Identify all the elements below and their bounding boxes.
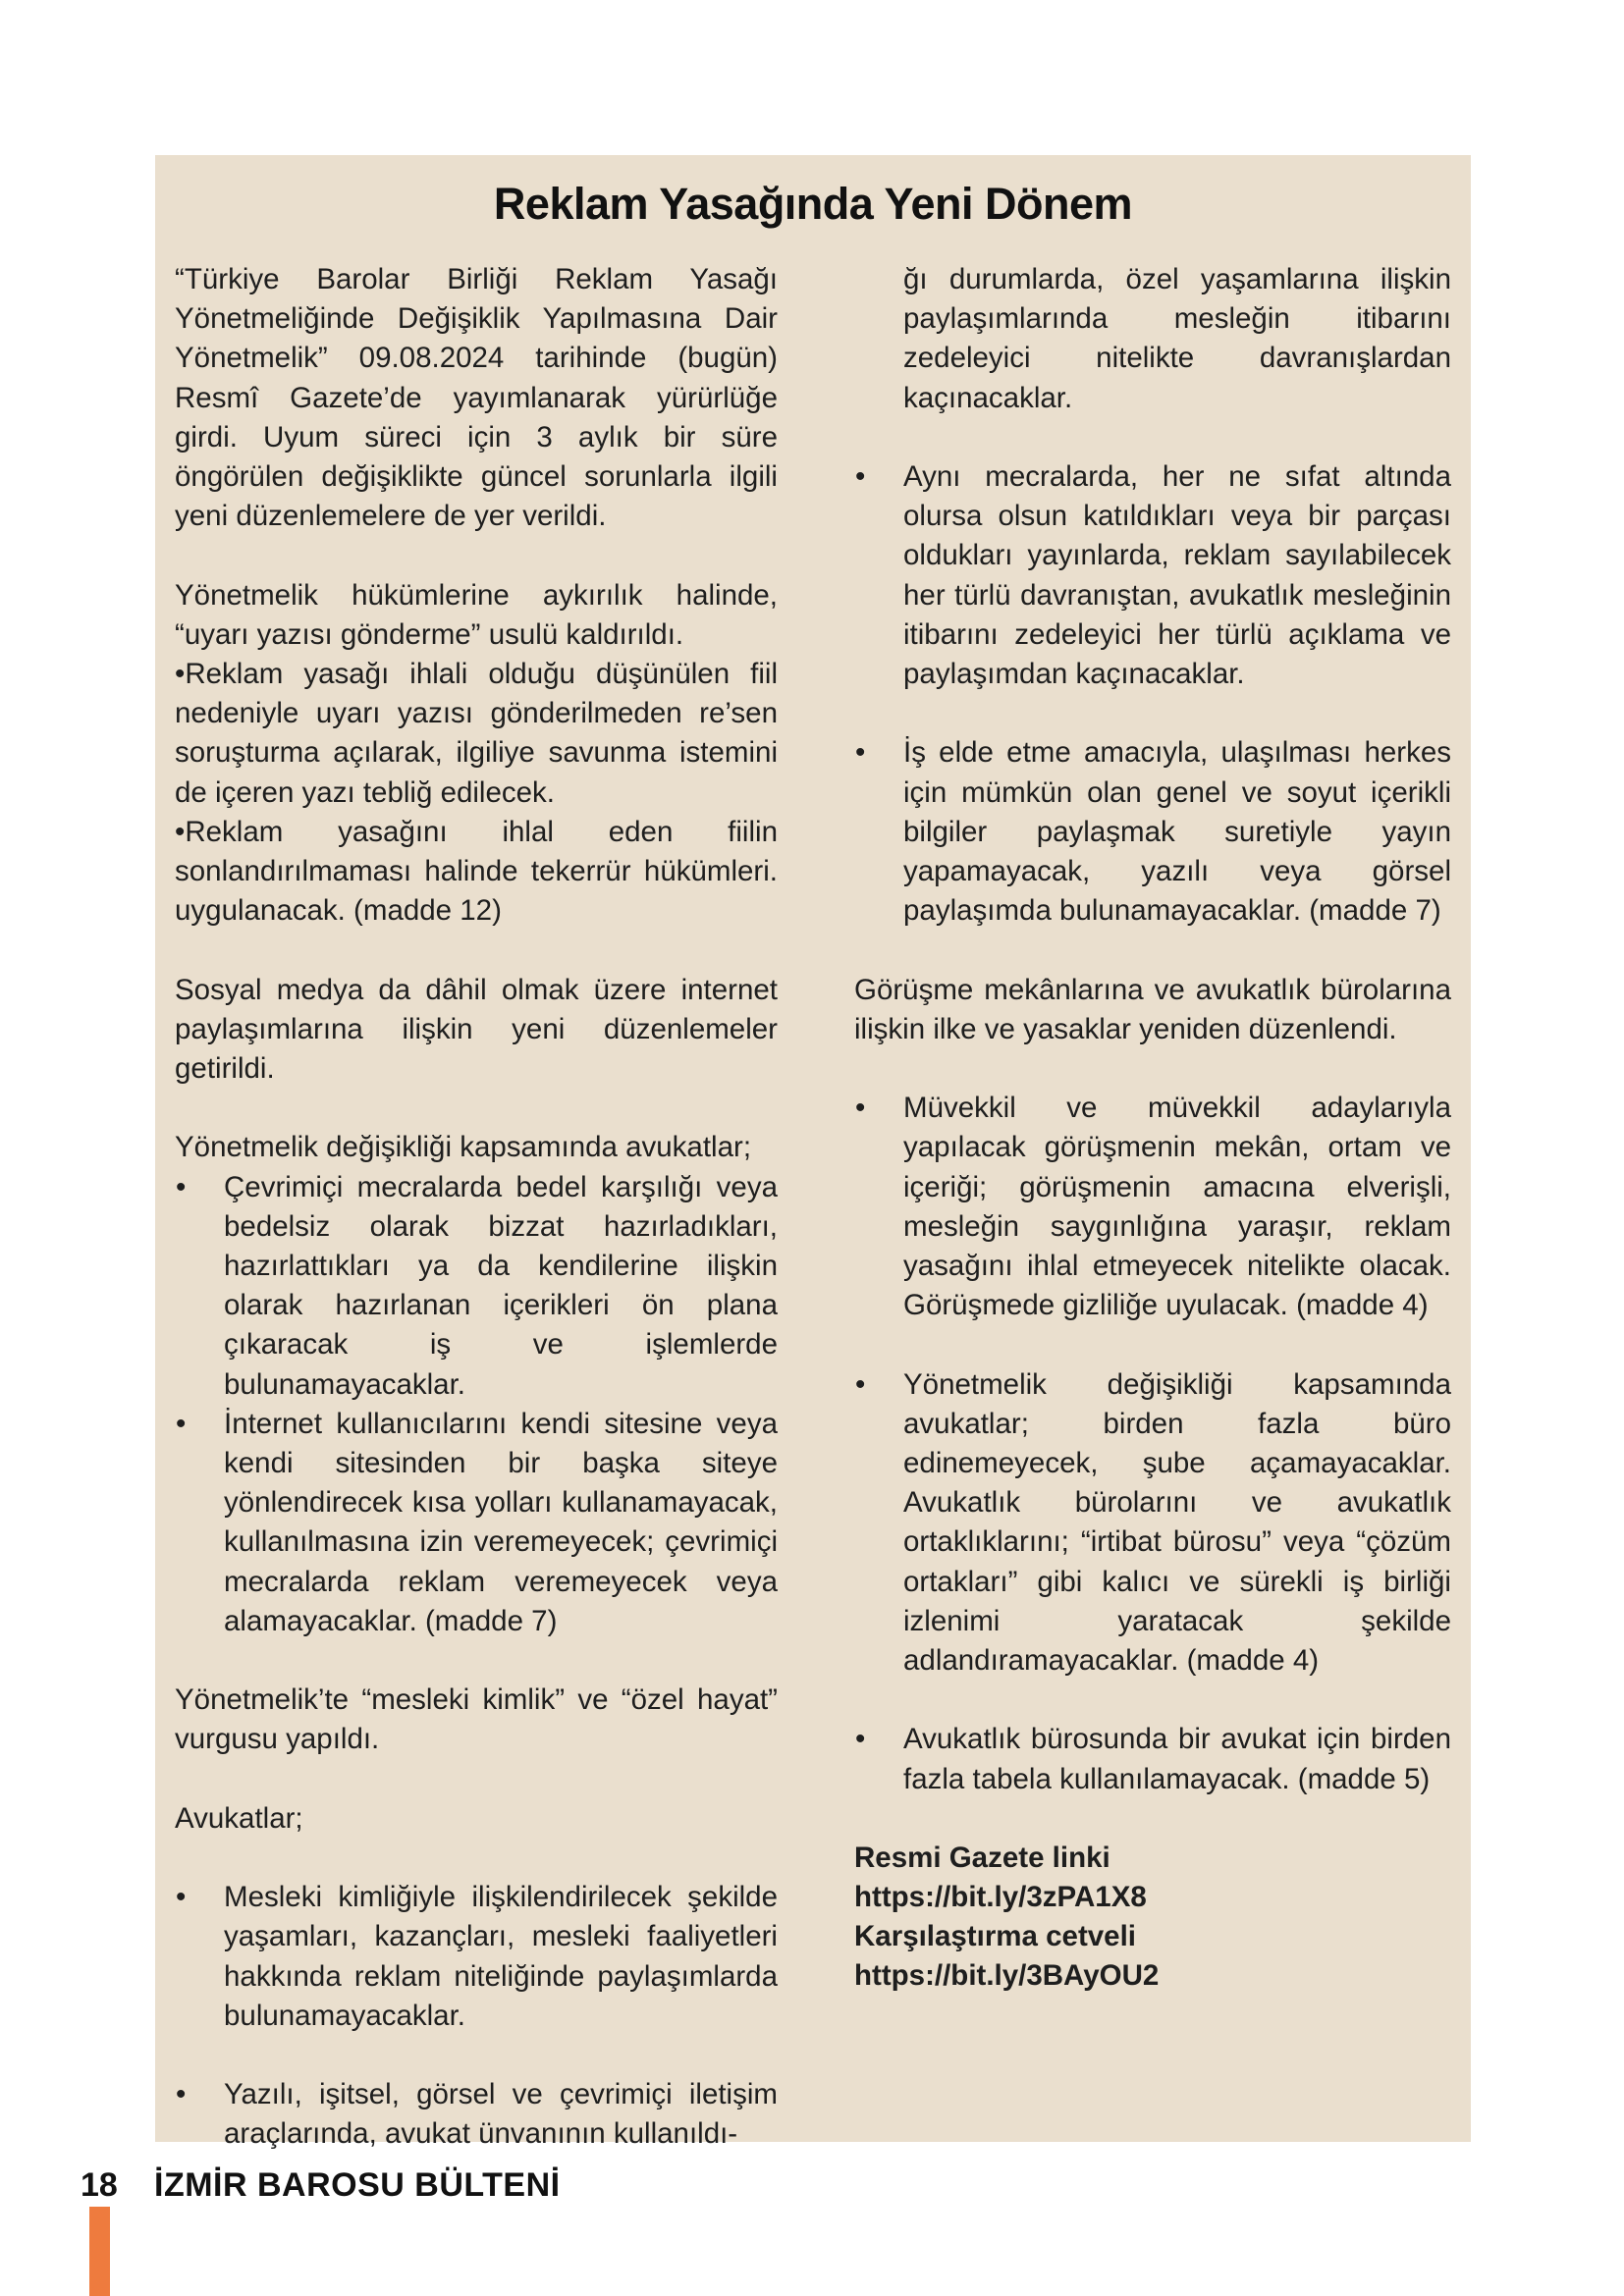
investigation-paragraph: •Reklam yasağı ihlali olduğu düşünülen fiil nedeniyle uyarı yazısı gönderilmeden re’sen soruşturma açılarak, ilgiliye savunma istemini de içeren yazı tebliğ edilecek. bbox=[175, 658, 778, 809]
bullet-icon: • bbox=[176, 1170, 187, 1203]
list-item bbox=[854, 1089, 1451, 1325]
comparison-table-link-label: Karşılaştırma cetveli bbox=[854, 1920, 1136, 1953]
list-item bbox=[854, 260, 1451, 418]
bullet-icon: • bbox=[855, 1367, 866, 1401]
list-item-text: Aynı mecralarda, her ne sıfat altında olursa olsun katıldıkları veya bir parçası oldukları yayınlarda, reklam sayılabilecek her türlü davranıştan, avukatlık mesleğinin itibarını zedeleyici her türlü açıklama ve paylaşımdan kaçınacaklar. bbox=[903, 460, 1451, 691]
warning-letter-paragraph: Yönetmelik hükümlerine aykırılık halinde, “uyarı yazısı gönderme” usulü kaldırıldı. bbox=[175, 578, 778, 651]
publication-title: İZMİR BAROSU BÜLTENİ bbox=[154, 2166, 561, 2204]
identity-paragraph: Yönetmelik’te “mesleki kimlik” ve “özel hayat” vurgusu yapıldı. bbox=[175, 1683, 778, 1756]
intro-paragraph: “Türkiye Barolar Birliği Reklam Yasağı Yönetmeliğinde Değişiklik Yapılmasına Dair Yönetmelik” 09.08.2024 tarihinde (bugün) Resmî Gazete’de yayımlanarak yürürlüğe girdi. Uyum süreci için 3 aylık bir süre öngörülen değişiklikte güncel sorunlarla ilgili yeni düzenlemelere de yer verildi. bbox=[175, 263, 778, 533]
lawyers-paragraph: Avukatlar; bbox=[175, 1801, 303, 1835]
office-paragraph: Görüşme mekânlarına ve avukatlık bürolarına ilişkin ilke ve yasaklar yeniden düzenlendi. bbox=[854, 973, 1451, 1045]
bullet-icon: • bbox=[176, 2078, 187, 2111]
list-item-text: Avukatlık bürosunda bir avukat için birden fazla tabela kullanılamayacak. (madde 5) bbox=[903, 1723, 1451, 1795]
list-item-text: Çevrimiçi mecralarda bedel karşılığı veya bedelsiz olarak bizzat hazırladıkları, hazırlattıkları ya da kendilerine ilişkin olarak hazırlanan içerikleri ön plana çıkaracak iş ve işlemlerde bulunamayacaklar. bbox=[224, 1170, 778, 1401]
list-item-text: Yönetmelik değişikliği kapsamında avukatlar; birden fazla büro edinemeyecek, şube açamayacaklar. Avukatlık bürolarını ve avukatlık ortaklıklarını; “irtibat bürosu” veya “çözüm ortakları” gibi kalıcı ve sürekli iş birliği izlenimi yaratacak şekilde adlandıramayacaklar. (madde 4) bbox=[903, 1367, 1451, 1678]
list-item-text: İş elde etme amacıyla, ulaşılması herkes için mümkün olan genel ve soyut içerikli bilgiler paylaşmak suretiyle yayın yapamayacak, yazılı veya görsel paylaşımda bulunamayacaklar. (madde 7) bbox=[903, 736, 1451, 928]
list-item-text: Yazılı, işitsel, görsel ve çevrimiçi iletişim araçlarında, avukat ünvanının kullanıldı- bbox=[224, 2078, 778, 2151]
list-item bbox=[175, 1168, 778, 1405]
list-item bbox=[175, 1878, 778, 2036]
bullet-icon: • bbox=[855, 736, 866, 770]
scope-paragraph: Yönetmelik değişikliği kapsamında avukatlar; bbox=[175, 1131, 752, 1164]
list-item-text: İnternet kullanıcılarını kendi sitesine veya kendi sitesinden bir başka siteye yönlendirecek kısa yolları kullanamayacak, kullanılmasına izin veremeyecek; çevrimiçi mecralarda reklam veremeyecek veya alamayacaklar. (madde 7) bbox=[224, 1407, 778, 1637]
list-item-text: Mesleki kimliğiyle ilişkilendirilecek şekilde yaşamları, kazançları, mesleki faaliyetleri hakkında reklam niteliğinde paylaşımlarda bulunamayacaklar. bbox=[224, 1881, 778, 2032]
list-item-text: Müvekkil ve müvekkil adaylarıyla yapılacak görüşmenin mekân, ortam ve içeriği; görüşmenin amacına elverişli, mesleğin saygınlığına yaraşır, reklam yasağını ihlal etmeyecek nitelikte olacak. Görüşmede gizliliğe uyulacak. (madde 4) bbox=[903, 1092, 1451, 1322]
bullet-icon: • bbox=[855, 1092, 866, 1125]
list-item bbox=[854, 457, 1451, 694]
list-item-text: ğı durumlarda, özel yaşamlarına ilişkin paylaşımlarında mesleğin itibarını zedeleyici nitelikte davranışlardan kaçınacaklar. bbox=[903, 263, 1451, 414]
list-item bbox=[175, 2075, 778, 2154]
page-number: 18 bbox=[81, 2166, 118, 2204]
list-item bbox=[854, 733, 1451, 931]
list-item bbox=[854, 1365, 1451, 1682]
bullet-icon: • bbox=[176, 1407, 187, 1440]
official-gazette-link[interactable]: https://bit.ly/3zPA1X8 bbox=[854, 1881, 1147, 1914]
list-item bbox=[854, 1720, 1451, 1798]
bullet-icon: • bbox=[855, 460, 866, 493]
left-column bbox=[175, 260, 778, 2155]
right-column bbox=[854, 260, 1451, 1996]
social-media-paragraph: Sosyal medya da dâhil olmak üzere internet paylaşımlarına ilişkin yeni düzenlemeler getirildi. bbox=[175, 973, 778, 1086]
bullet-icon: • bbox=[855, 1723, 866, 1756]
list-item bbox=[175, 1405, 778, 1641]
accent-bar bbox=[89, 2207, 110, 2296]
comparison-table-link[interactable]: https://bit.ly/3BAyOU2 bbox=[854, 1959, 1160, 1993]
article-box bbox=[155, 155, 1471, 2151]
official-gazette-link-label: Resmi Gazete linki bbox=[854, 1842, 1110, 1875]
article-title: Reklam Yasağında Yeni Dönem bbox=[493, 179, 1133, 229]
bullet-icon: • bbox=[176, 1881, 187, 1914]
recurrence-paragraph: •Reklam yasağını ihlal eden fiilin sonlandırılmaması halinde tekerrür hükümleri. uygulanacak. (madde 12) bbox=[175, 815, 778, 928]
